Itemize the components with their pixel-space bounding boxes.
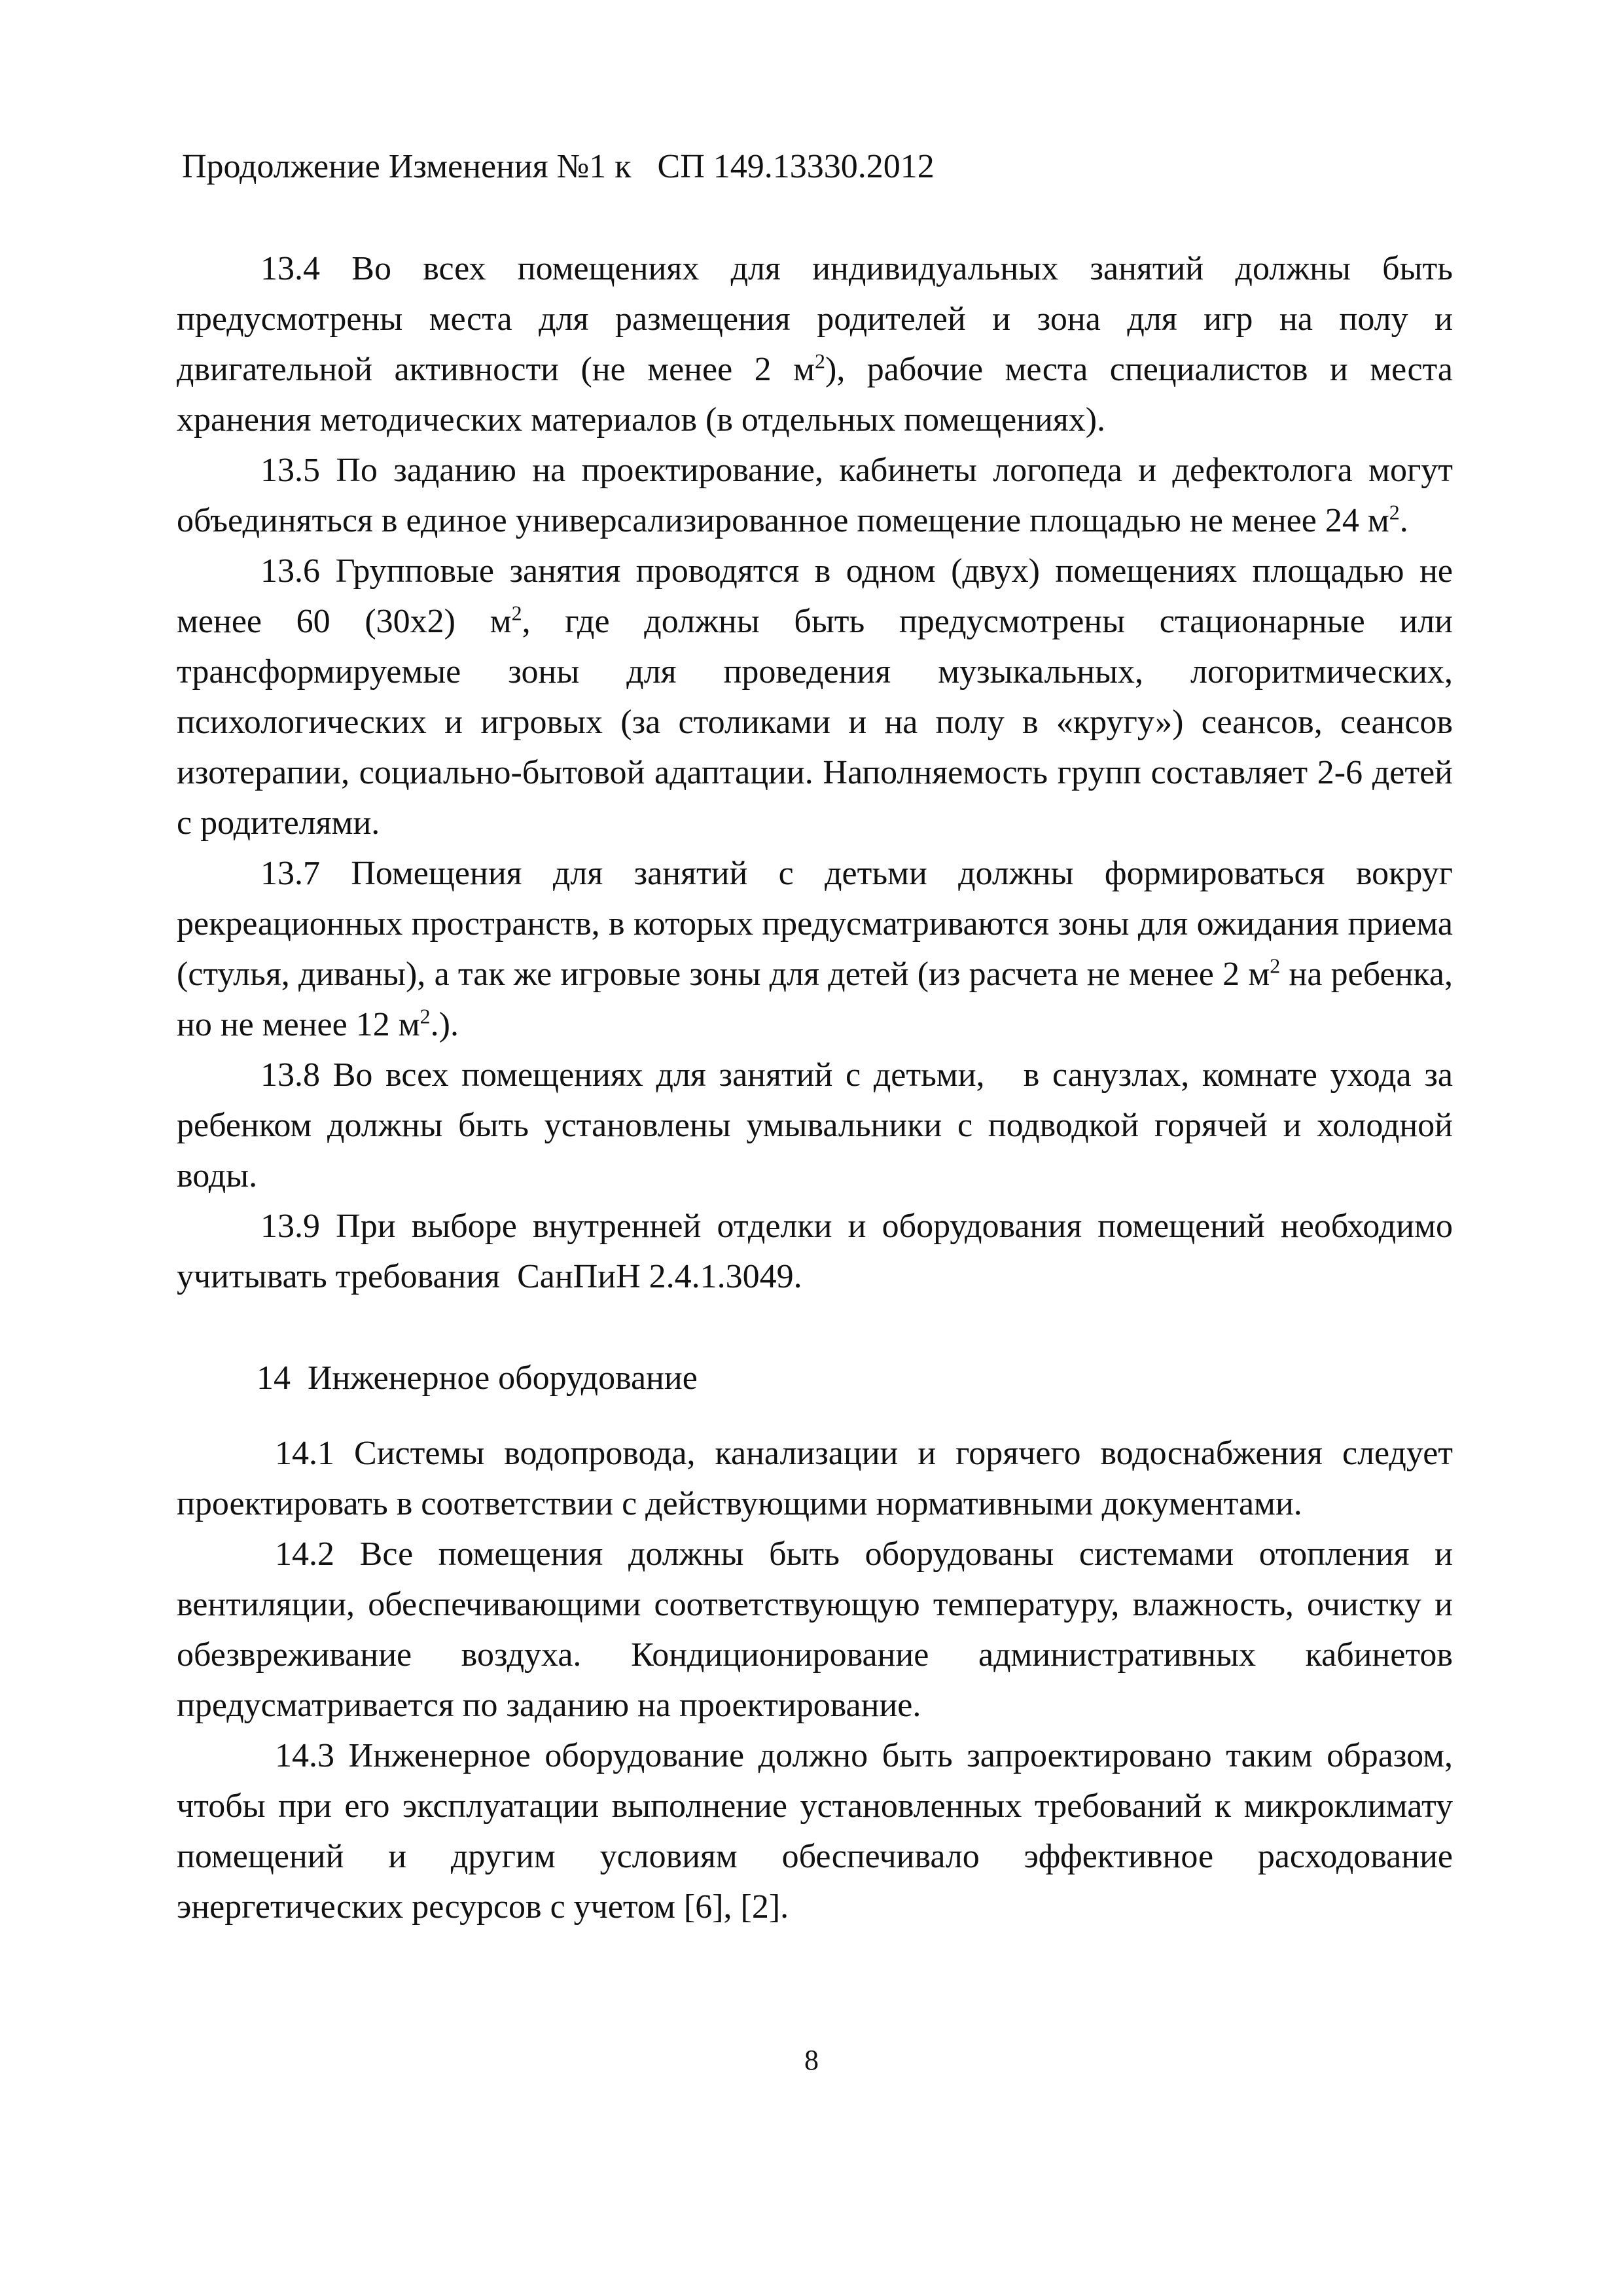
superscript: 2 [1389,500,1400,524]
superscript: 2 [1270,954,1281,978]
section-14-title: 14 Инженерное оборудование [257,1359,698,1397]
superscript: 2 [419,1004,431,1028]
section-spacer [177,1302,1453,1353]
superscript: 2 [815,349,826,373]
paragraph-13-7-tail: .). [430,1006,459,1043]
page-header [182,141,935,193]
paragraph-13-9: 13.9 При выборе внутренней отделки и оборудования помещений необходимо учитывать требования СанПиН 2.4.1.3049. [177,1208,1461,1295]
paragraph-14-1: 14.1 Системы водопровода, канализации и горячего водоснабжения следует проектировать в соответствии с действующими нормативными документами. [177,1435,1453,1522]
paragraph-13-5-text: 13.5 По заданию на проектирование, кабинеты логопеда и дефектолога могут объединяться в единое универсализированное помещение площадью не менее 24 м [177,452,1453,539]
paragraph-13-8: 13.8 Во всех помещениях для занятий с детьми, в санузлах, комнате ухода за ребенком должны быть установлены умывальники с подводкой горячей и холодной воды. [177,1056,1461,1194]
paragraph-13-5 [177,445,1453,546]
paragraph-13-6-text: 13.6 Групповые занятия проводятся в одном (двух) помещениях площадью не менее 60 (30х2) м [177,552,1453,640]
document-body [177,243,1461,1932]
paragraph-14-3: 14.3 Инженерное оборудование должно быть запроектировано таким образом, чтобы при его эксплуатации выполнение установленных требований к микроклимату помещений и другим условиям обеспечивало эффективное расходование энергетических ресурсов с учетом [6], [2]. [177,1737,1453,1926]
paragraph-13-5-tail: . [1399,502,1408,539]
paragraph-13-6 [177,546,1453,848]
paragraph-13-7-middle: на ребенка, но не менее 12 м [177,956,1453,1043]
paragraph-13-7-text: 13.7 Помещения для занятий с детьми должны формироваться вокруг рекреационных пространств, в которых предусматриваются зоны для ожидания приема (стулья, диваны), а так же игровые зоны для детей (из расчета не менее 2 м [177,855,1453,993]
section-spacer [177,1403,1453,1428]
paragraph-13-4-text: 13.4 Во всех помещениях для индивидуальных занятий должны быть предусмотрены места для размещения родителей и зона для игр на полу и двигательной активности (не менее 2 м [177,250,1453,388]
paragraph-13-7 [177,848,1453,1050]
superscript: 2 [511,601,522,625]
header-prefix: Продолжение Изменения №1 к [182,148,632,185]
page-number: 8 [804,2044,819,2076]
paragraph-13-6-tail: , где должны быть предусмотрены стационарные или трансформируемые зоны для проведения музыкальных, логоритмических, психологических и игровых (за столиками и на полу в «кругу») сеансов, сеансов изотерапии, социально-бытовой адаптации. Наполняемость групп составляет 2-6 детей с родителями. [177,603,1453,842]
paragraph-13-4-tail: ), рабочие места специалистов и места хранения методических материалов (в отдельных помещениях). [177,351,1453,439]
header-doc-reference: СП 149.13330.2012 [657,148,935,185]
paragraph-14-2: 14.2 Все помещения должны быть оборудованы системами отопления и вентиляции, обеспечивающими соответствующую температуру, влажность, очистку и обезвреживание воздуха. Кондиционирование административных кабинетов предусматривается по заданию на проектирование. [177,1535,1453,1724]
paragraph-13-4 [177,243,1453,445]
